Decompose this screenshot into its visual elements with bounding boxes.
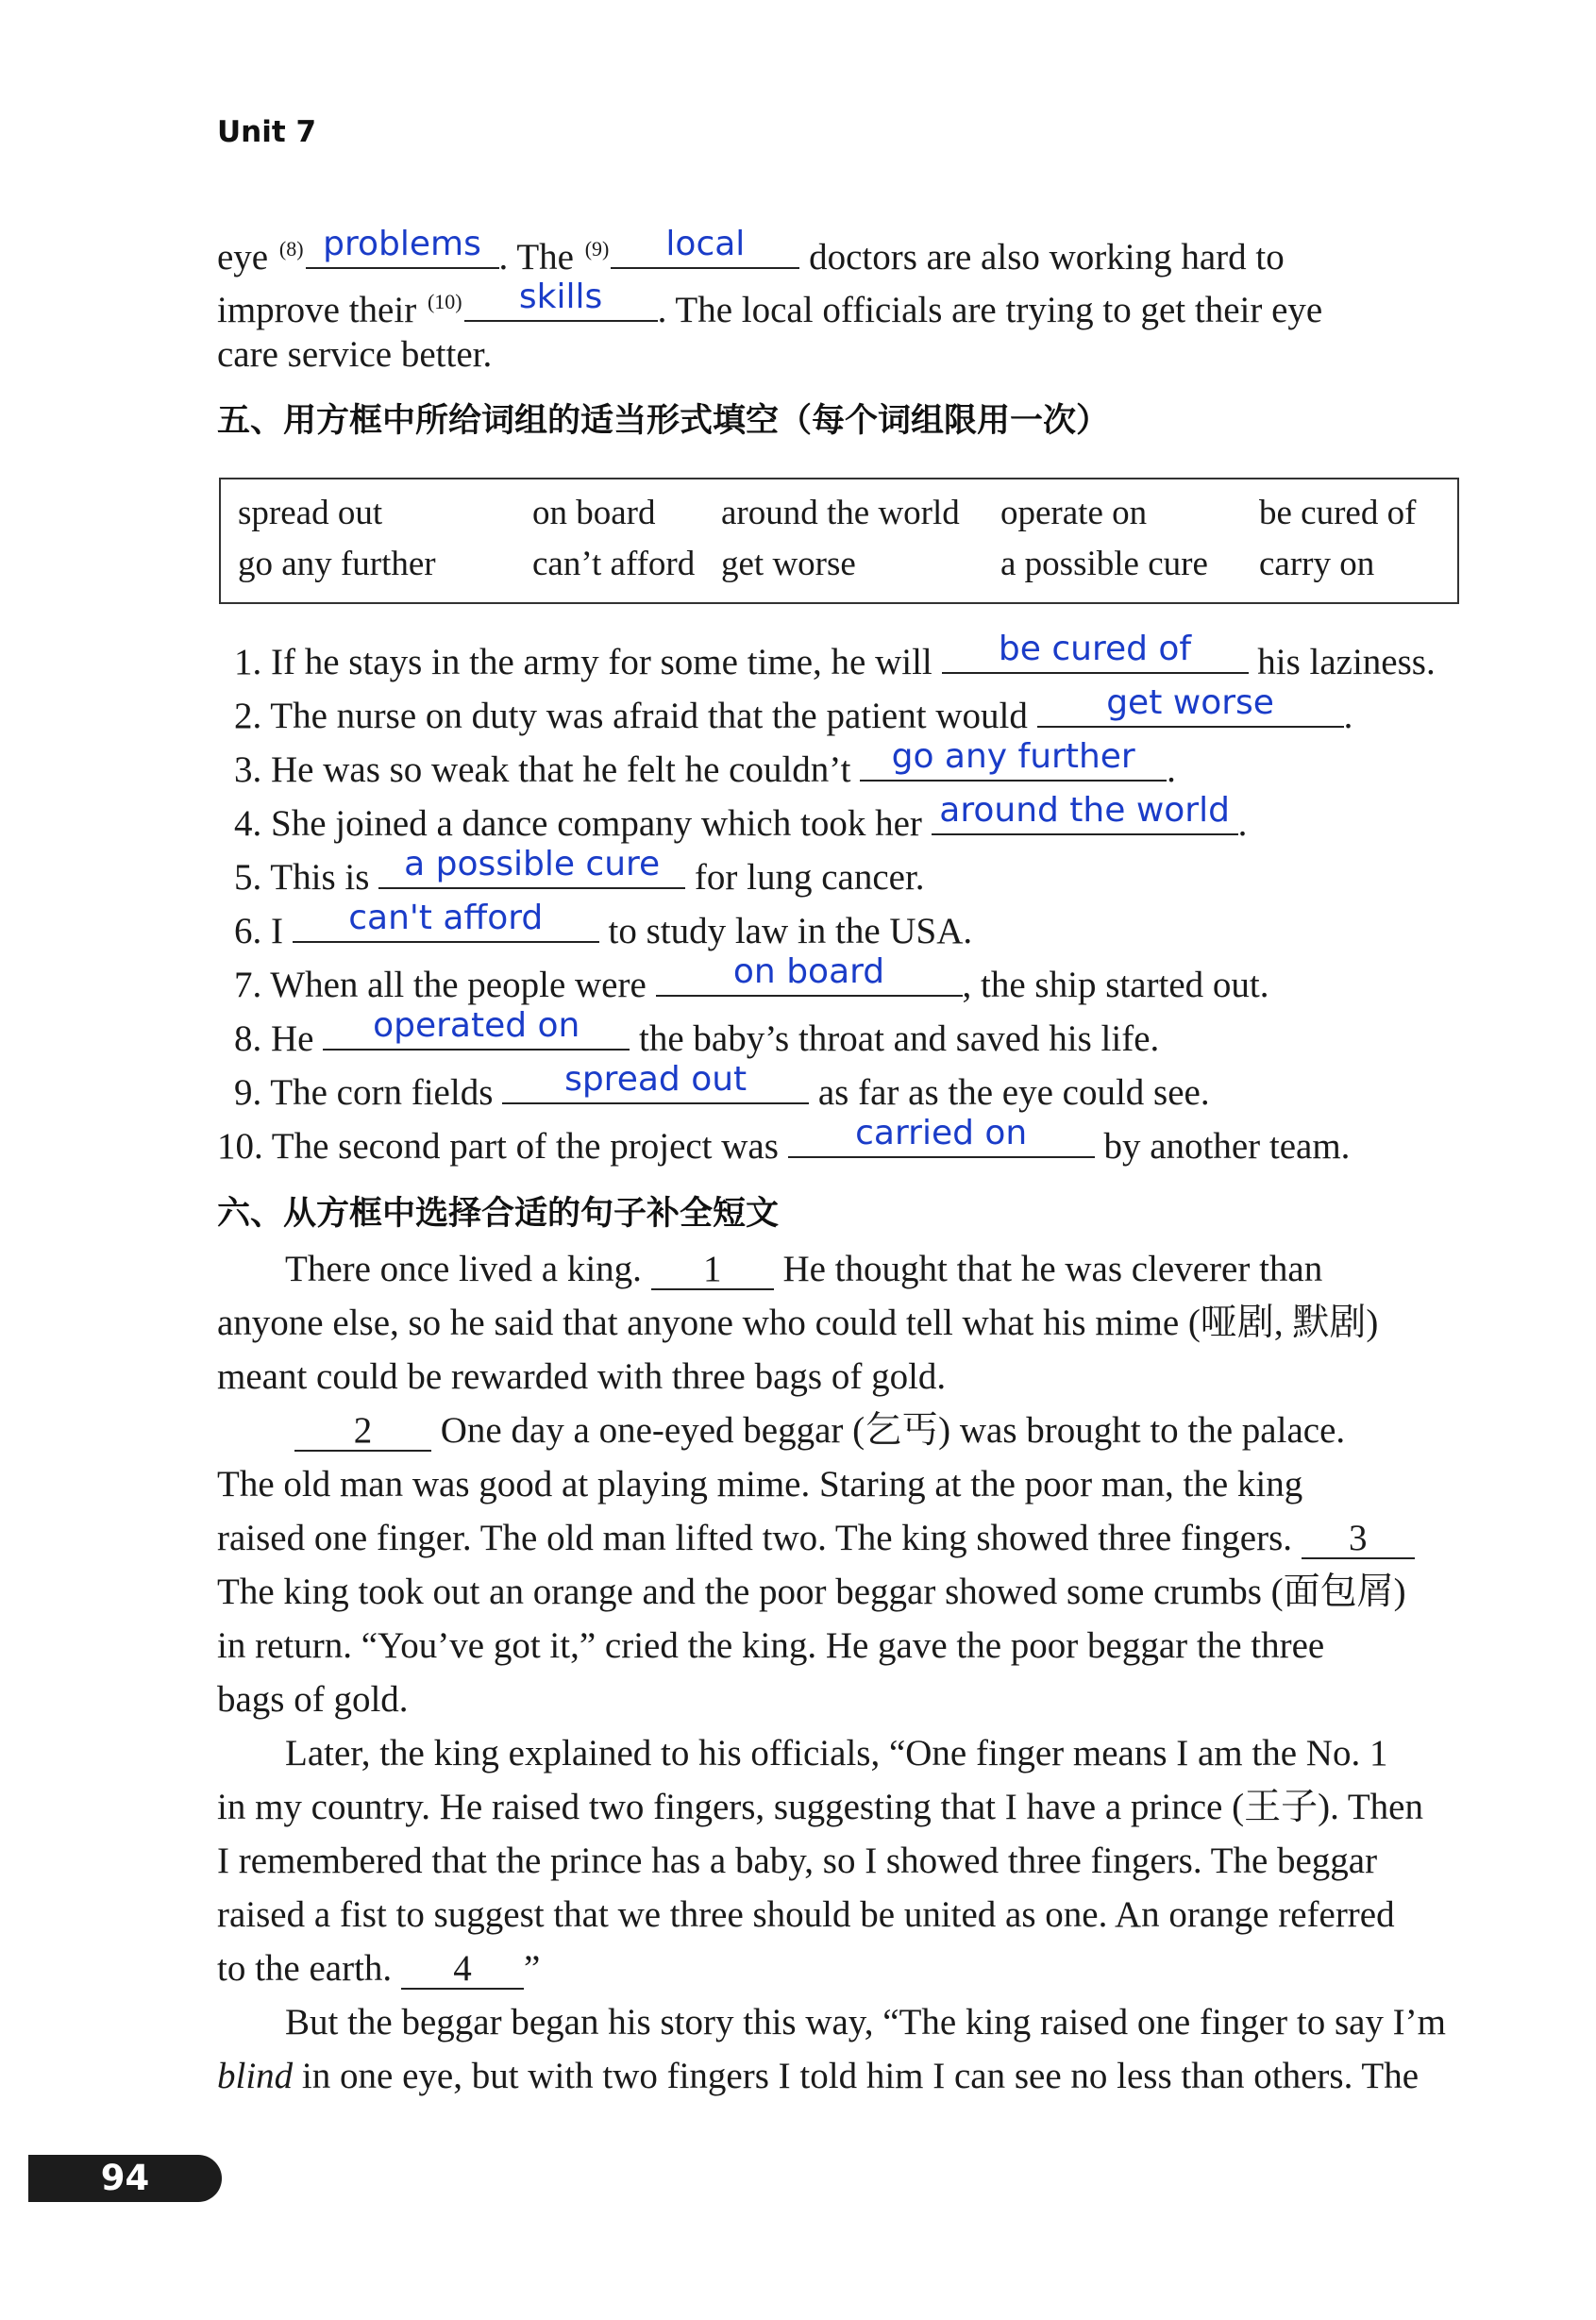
- passage-line-3: care service better.: [217, 334, 493, 375]
- page-number: 94: [28, 2155, 222, 2202]
- phrase: around the world: [721, 494, 960, 532]
- story-blank-2[interactable]: 2: [294, 1412, 431, 1452]
- story-line: meant could be rewarded with three bags of gold.: [217, 1356, 947, 1397]
- story-line: The king took out an orange and the poor beggar showed some crumbs (面包屑): [217, 1572, 1406, 1612]
- exercise-item-4: 4. She joined a dance company which took her around the world .: [234, 791, 1248, 844]
- exercise-item-9: 9. The corn fields spread out as far as the eye could see.: [234, 1060, 1210, 1113]
- story-line: But the beggar began his story this way, “The king raised one finger to say I’m: [285, 2002, 1446, 2043]
- phrase: spread out: [238, 494, 383, 532]
- story-line: to the earth. 4 ”: [217, 1948, 541, 1989]
- answer-blank-1[interactable]: be cured of: [942, 638, 1249, 674]
- phrase: carry on: [1259, 545, 1375, 583]
- story-line: The old man was good at playing mime. Staring at the poor man, the king: [217, 1464, 1303, 1505]
- exercise-item-7: 7. When all the people were on board , the ship started out.: [234, 952, 1269, 1005]
- story-line: raised one finger. The old man lifted two. The king showed three fingers. 3: [217, 1512, 1415, 1565]
- phrase: a possible cure: [1000, 545, 1208, 583]
- story-line: 2 One day a one-eyed beggar (乞丐) was brought to the palace.: [294, 1404, 1345, 1457]
- exercise-item-1: 1. If he stays in the army for some time, he will be cured of his laziness.: [234, 630, 1436, 682]
- story-line: raised a fist to suggest that we three should be united as one. An orange referred: [217, 1894, 1395, 1935]
- story-blank-1[interactable]: 1: [651, 1251, 774, 1290]
- story-line: Later, the king explained to his officials, “One finger means I am the No. 1: [285, 1733, 1388, 1774]
- story-line: There once lived a king. 1 He thought that he was cleverer than: [285, 1249, 1323, 1289]
- blank-9[interactable]: local: [611, 233, 799, 269]
- exercise-item-3: 3. He was so weak that he felt he couldn’t go any further .: [234, 737, 1176, 790]
- answer-blank-4[interactable]: around the world: [932, 799, 1238, 835]
- phrase: be cured of: [1259, 494, 1417, 532]
- story-line: anyone else, so he said that anyone who could tell what his mime (哑剧, 默剧): [217, 1303, 1379, 1343]
- exercise-item-8: 8. He operated on the baby’s throat and saved his life.: [234, 1006, 1160, 1059]
- answer-blank-5[interactable]: a possible cure: [378, 853, 685, 889]
- answer-blank-8[interactable]: operated on: [323, 1015, 630, 1051]
- story-line: in my country. He raised two fingers, suggesting that I have a prince (王子). Then: [217, 1787, 1423, 1827]
- passage-line-1: eye $^{(8)}$ problems . The $^{(9)}$ local doctors are also working hard to: [217, 225, 1285, 277]
- answer-blank-7[interactable]: on board: [656, 961, 963, 997]
- exercise-item-10: 10. The second part of the project was carried on by another team.: [217, 1114, 1351, 1167]
- story-line: bags of gold.: [217, 1679, 409, 1720]
- phrase: can’t afford: [532, 545, 696, 583]
- blank-8[interactable]: problems: [306, 233, 499, 269]
- passage-line-2: improve their $^{(10)}$ skills . The local officials are trying to get their eye: [217, 277, 1323, 330]
- answer-blank-2[interactable]: get worse: [1037, 692, 1344, 728]
- story-line: in return. “You’ve got it,” cried the king. He gave the poor beggar the three: [217, 1625, 1325, 1666]
- phrase: get worse: [721, 545, 856, 583]
- exercise-item-6: 6. I can't afford to study law in the USA.: [234, 899, 973, 951]
- exercise-item-2: 2. The nurse on duty was afraid that the patient would get worse .: [234, 683, 1353, 736]
- section-6-title: 六、从方框中选择合适的句子补全短文: [217, 1195, 780, 1233]
- phrase: on board: [532, 494, 656, 532]
- section-5-title: 五、用方框中所给词组的适当形式填空（每个词组限用一次）: [217, 402, 1110, 440]
- phrase-box: [219, 478, 1459, 604]
- answer-blank-10[interactable]: carried on: [788, 1122, 1095, 1158]
- story-blank-4[interactable]: 4: [401, 1950, 524, 1990]
- blank-10[interactable]: skills: [464, 286, 658, 322]
- answer-blank-9[interactable]: spread out: [502, 1068, 809, 1104]
- phrase: go any further: [238, 545, 436, 583]
- answer-blank-6[interactable]: can't afford: [293, 907, 599, 943]
- phrase: operate on: [1000, 494, 1148, 532]
- unit-label: Unit 7: [217, 115, 317, 149]
- exercise-item-5: 5. This is a possible cure for lung cancer.: [234, 845, 925, 898]
- story-line: blind in one eye, but with two fingers I told him I can see no less than others. The: [217, 2056, 1420, 2096]
- story-blank-3[interactable]: 3: [1302, 1520, 1415, 1559]
- answer-blank-3[interactable]: go any further: [860, 746, 1167, 782]
- story-line: I remembered that the prince has a baby, so I showed three fingers. The beggar: [217, 1841, 1378, 1881]
